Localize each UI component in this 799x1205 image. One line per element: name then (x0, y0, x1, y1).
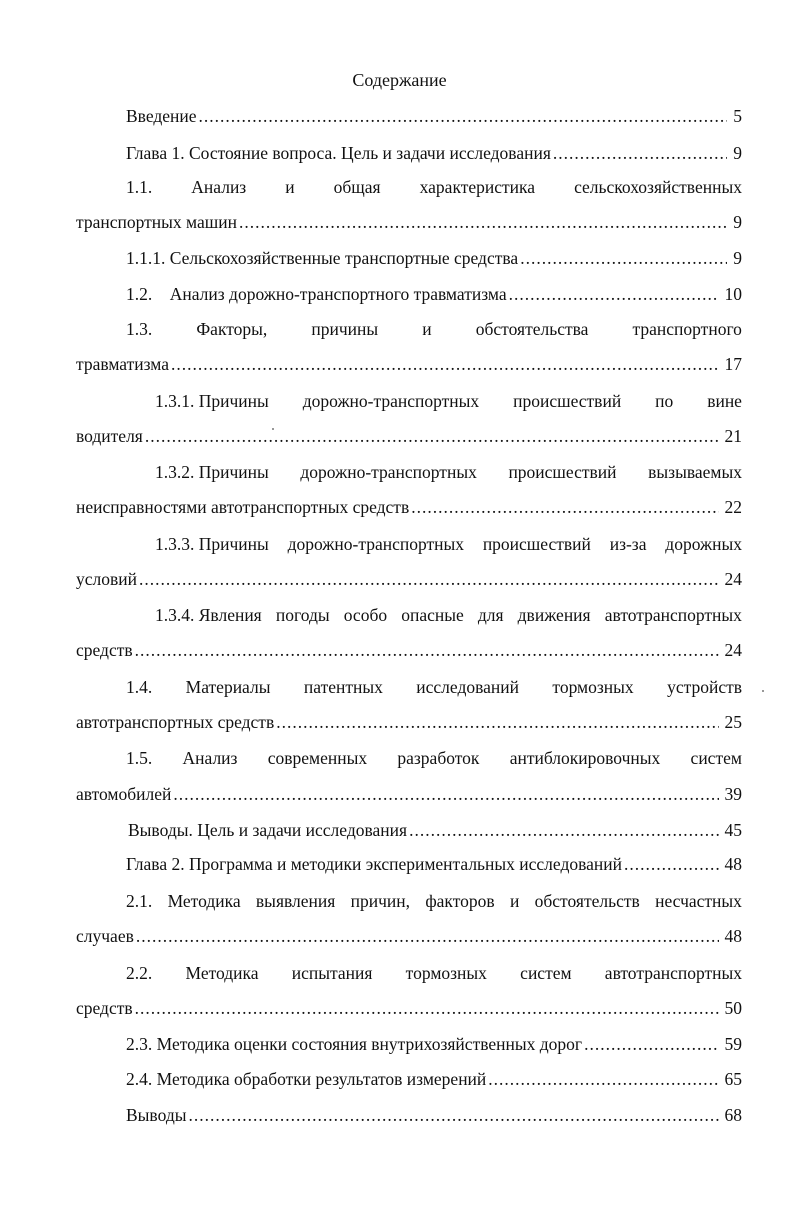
toc-entry-page: 45 (724, 820, 742, 840)
leader-dots (199, 104, 728, 128)
word: исследований (416, 677, 519, 697)
word: дорожно-транспортных (300, 462, 477, 482)
word: современных (267, 748, 368, 768)
leader-dots (624, 852, 719, 876)
toc-entry (126, 1103, 742, 1127)
toc-entry-page: 5 (733, 106, 742, 126)
word: 2.2. (126, 963, 153, 983)
leader-dots (411, 495, 718, 519)
toc-entry-page: 39 (724, 784, 742, 804)
word: выявления (255, 891, 336, 911)
toc-entry-text: условий (76, 569, 137, 589)
word: устройств (667, 677, 742, 697)
toc-entry-first-line (155, 603, 742, 627)
word: вине (707, 391, 742, 411)
toc-entry (126, 1067, 742, 1091)
leader-dots (171, 352, 718, 376)
toc-entry-text: средств (76, 640, 133, 660)
toc-entry-first-line (126, 961, 742, 985)
word: опасные (401, 605, 464, 625)
toc-entry (126, 282, 742, 306)
toc-entry-text: 1.1.1. Сельскохозяйственные транспортные средства (126, 248, 519, 268)
word: причины (311, 319, 379, 339)
word: и (422, 319, 432, 339)
leader-dots (136, 924, 719, 948)
word: происшествий (482, 534, 591, 554)
leader-dots (239, 210, 727, 234)
leader-dots (520, 246, 727, 270)
word: 1.3.4. Явления (155, 605, 262, 625)
toc-entry-text: неисправностями автотранспортных средств (76, 497, 410, 517)
toc-entry (76, 924, 742, 948)
toc-entry-page: 59 (724, 1034, 742, 1054)
toc-entry-first-line (155, 532, 742, 556)
leader-dots (509, 282, 719, 306)
word: несчастных (655, 891, 742, 911)
scan-speck (762, 690, 764, 692)
word: вызываемых (648, 462, 742, 482)
word: 1.3.2. Причины (155, 462, 269, 482)
toc-entry-first-line (126, 317, 742, 341)
toc-entry-text: автотранспортных средств (76, 712, 275, 732)
toc-entry-first-line (155, 460, 742, 484)
toc-entry-page: 21 (724, 426, 742, 446)
toc-entry-page: 48 (724, 926, 742, 946)
toc-entry-text: 1.2. Анализ дорожно-транспортного травматизма (126, 284, 507, 304)
word: 1.3. (126, 319, 153, 339)
word: обстоятельства (475, 319, 589, 339)
word: движения (517, 605, 591, 625)
toc-entry (76, 210, 742, 234)
word: общая (333, 177, 381, 197)
page-title: Содержание (352, 70, 447, 90)
word: и (285, 177, 295, 197)
toc-entry-text: травматизма (76, 354, 170, 374)
toc-entry-text: транспортных машин (76, 212, 237, 232)
word: разработок (397, 748, 480, 768)
scan-speck (272, 428, 274, 430)
toc-entry (128, 818, 742, 842)
toc-entry-page: 48 (724, 854, 742, 874)
leader-dots (584, 1032, 718, 1056)
word: тормозных (405, 963, 487, 983)
word: дорожно-транспортных (287, 534, 465, 554)
toc-entry-text: Глава 2. Программа и методики экспериментальных исследований (126, 854, 622, 874)
word: тормозных (552, 677, 634, 697)
toc-entry (76, 424, 742, 448)
word: 1.1. (126, 177, 153, 197)
leader-dots (553, 141, 727, 165)
word: особо (343, 605, 388, 625)
toc-entry-page: 24 (724, 569, 742, 589)
word: Материалы (185, 677, 271, 697)
word: транспортного (632, 319, 742, 339)
word: погоды (275, 605, 330, 625)
word: патентных (303, 677, 383, 697)
word: Методика (185, 963, 259, 983)
toc-entry-text: Введение (126, 106, 197, 126)
toc-entry-page: 9 (733, 143, 742, 163)
toc-entry-page: 9 (733, 248, 742, 268)
toc-entry-text: Выводы. Цель и задачи исследования (128, 820, 408, 840)
word: систем (520, 963, 572, 983)
toc-entry (126, 104, 742, 128)
toc-entry (76, 495, 742, 519)
leader-dots (188, 1103, 718, 1127)
word: сельскохозяйственных (574, 177, 742, 197)
toc-entry-first-line (126, 175, 742, 199)
word: 1.4. (126, 677, 153, 697)
leader-dots (276, 710, 718, 734)
toc-entry (76, 782, 742, 806)
toc-entry-text: 2.3. Методика оценки состояния внутрихозяйственных дорог (126, 1034, 583, 1054)
leader-dots (488, 1067, 718, 1091)
toc-entry (76, 710, 742, 734)
toc-entry-first-line (155, 389, 742, 413)
word: 1.3.3. Причины (155, 534, 269, 554)
toc-entry-first-line (126, 889, 742, 913)
word: 1.3.1. Причины (155, 391, 269, 411)
word: антиблокировочных (509, 748, 661, 768)
word: Анализ (191, 177, 247, 197)
toc-entry (76, 996, 742, 1020)
toc-entry-page: 22 (724, 497, 742, 517)
word: характеристика (419, 177, 536, 197)
word: Анализ (182, 748, 238, 768)
word: и (509, 891, 520, 911)
leader-dots (135, 996, 719, 1020)
toc-entry-first-line (126, 746, 742, 770)
toc-entry (126, 852, 742, 876)
word: систем (690, 748, 742, 768)
toc-entry (126, 246, 742, 270)
toc-entry-text: случаев (76, 926, 134, 946)
word: автотранспортных (604, 963, 742, 983)
toc-entry (76, 567, 742, 591)
word: испытания (291, 963, 373, 983)
toc-entry-page: 10 (724, 284, 742, 304)
leader-dots (139, 567, 719, 591)
word: обстоятельств (534, 891, 640, 911)
toc-entry-page: 24 (724, 640, 742, 660)
word: для (477, 605, 504, 625)
toc-entry-text: Выводы (126, 1105, 187, 1125)
word: по (655, 391, 674, 411)
toc-entry (76, 352, 742, 376)
word: происшествий (513, 391, 622, 411)
word: Факторы, (196, 319, 268, 339)
word: дорожных (665, 534, 742, 554)
toc-entry (126, 141, 742, 165)
leader-dots (145, 424, 719, 448)
word: причин, (350, 891, 411, 911)
word: 1.5. (126, 748, 153, 768)
toc-entry-page: 17 (724, 354, 742, 374)
leader-dots (135, 638, 719, 662)
leader-dots (409, 818, 718, 842)
toc-entry (76, 638, 742, 662)
toc-entry-page: 65 (724, 1069, 742, 1089)
toc-entry-page: 68 (724, 1105, 742, 1125)
toc-entry-text: автомобилей (76, 784, 172, 804)
word: дорожно-транспортных (302, 391, 480, 411)
word: Методика (167, 891, 241, 911)
word: 2.1. (126, 891, 153, 911)
toc-entry-first-line (126, 675, 742, 699)
toc-entry (126, 1032, 742, 1056)
toc-entry-text: водителя (76, 426, 143, 446)
word: автотранспортных (604, 605, 742, 625)
word: происшествий (508, 462, 617, 482)
word: из-за (609, 534, 647, 554)
toc-entry-page: 50 (724, 998, 742, 1018)
toc-entry-text: Глава 1. Состояние вопроса. Цель и задачи исследования (126, 143, 551, 163)
toc-entry-page: 9 (733, 212, 742, 232)
word: факторов (425, 891, 495, 911)
toc-entry-page: 25 (724, 712, 742, 732)
toc-entry-text: 2.4. Методика обработки результатов измерений (126, 1069, 487, 1089)
toc-entry-text: средств (76, 998, 133, 1018)
leader-dots (173, 782, 718, 806)
